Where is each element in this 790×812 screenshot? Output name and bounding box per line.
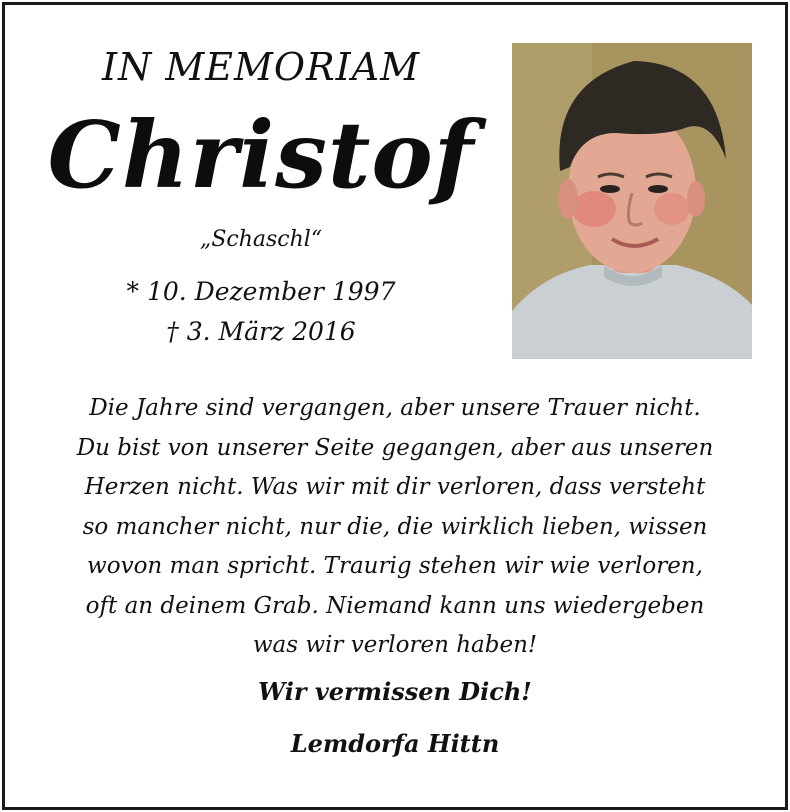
poem-line: was wir verloren haben!: [252, 632, 538, 658]
cheek-left: [572, 191, 616, 227]
portrait-photo: [512, 43, 752, 359]
ear-right: [687, 181, 705, 217]
death-date: † 3. März 2016: [166, 317, 356, 346]
nickname: „Schaschl“: [199, 227, 323, 252]
portrait-illustration: [512, 43, 752, 359]
ear-left: [558, 179, 578, 219]
cheek-right: [654, 193, 690, 225]
memorial-notice: [2, 2, 788, 810]
eye-left: [600, 185, 620, 193]
signature-line: Lemdorfa Hittn: [290, 729, 500, 758]
poem-line: oft an deinem Grab. Niemand kann uns wiedergeben: [85, 592, 705, 619]
eye-right: [648, 185, 668, 193]
birth-date: * 10. Dezember 1997: [126, 277, 396, 306]
poem-line: Herzen nicht. Was wir mit dir verloren, dass versteht: [84, 474, 706, 500]
in-memoriam-heading: IN MEMORIAM: [101, 45, 421, 89]
poem-line: Du bist von unserer Seite gegangen, aber aus unseren: [76, 434, 714, 461]
poem-line: so mancher nicht, nur die, die wirklich lieben, wissen: [82, 513, 708, 540]
poem-line: Die Jahre sind vergangen, aber unsere Trauer nicht.: [89, 395, 701, 421]
deceased-name: Christof: [47, 101, 475, 209]
poem-line: wovon man spricht. Traurig stehen wir wie verloren,: [87, 553, 703, 579]
closing-line: Wir vermissen Dich!: [258, 677, 532, 706]
memorial-poem: [35, 389, 755, 666]
